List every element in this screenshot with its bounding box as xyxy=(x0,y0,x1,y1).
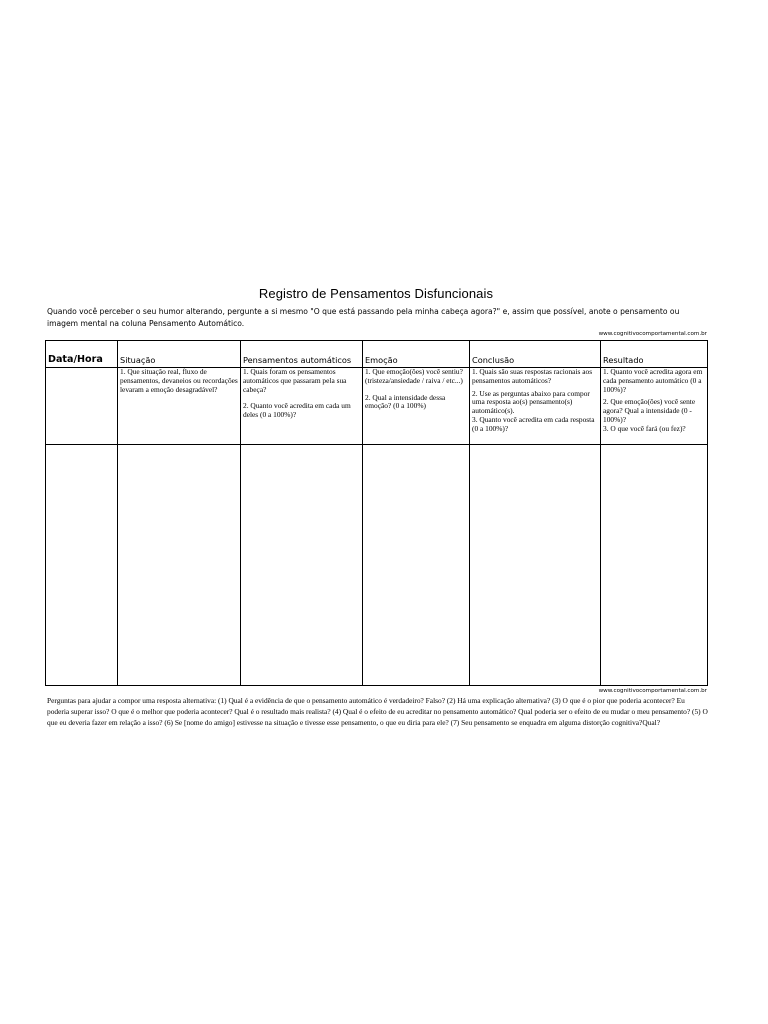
guide-text: 3. O que você fará (ou fez)? xyxy=(603,423,686,433)
entry-cell-emocao[interactable] xyxy=(363,445,470,686)
guide-cell-resultado xyxy=(601,368,708,445)
helper-questions: Perguntas para ajudar a compor uma resposta alternativa: (1) Qual é a evidência de que o pensamento automático é verdadeiro? Falso? (2) Há uma explicação alternativa? (3) O que é o pior que poderia acontecer? Eu poderia superar isso? O que é o melhor que poderia acontecer? Qual é o resultado mais realista? (4) Qual é o efeito de eu acreditar no pensamento automático? Qual poderia ser o efeito de eu mudar o meu pensamento? (5) O que eu deveria fazer em relação a isso? (6) Se [nome do amigo] estivesse na situação e tivesse esse pensamento, o que eu diria para ele? (7) Seu pensamento se enquadra em alguma distorção cognitiva?Qual? xyxy=(47,696,708,727)
guide-text: 3. Quanto você acredita em cada resposta (0 a 100%)? xyxy=(472,414,595,433)
guide-text: 2. Use as perguntas abaixo para compor uma resposta ao(s) pensamento(s) automático(s). xyxy=(472,388,590,416)
guide-cell-pensamentos xyxy=(241,368,363,445)
guide-text: 1. Que emoção(ões) você sentiu? (tristeza/ansiedade / raiva / etc...) xyxy=(365,367,463,385)
entry-row xyxy=(46,445,708,686)
guide-text: 2. Quanto você acredita em cada um deles (0 a 100%)? xyxy=(243,401,351,420)
header-emocao: Emoção xyxy=(363,341,470,368)
guide-cell-emocao xyxy=(363,368,470,445)
entry-cell-data-hora[interactable] xyxy=(46,445,118,686)
header-situacao: Situação xyxy=(118,341,241,368)
entry-cell-pensamentos[interactable] xyxy=(241,445,363,686)
guide-text: 1. Quais foram os pensamentos automáticos que passaram pela sua cabeça? xyxy=(243,367,347,394)
website-url-bottom: www.cognitivocomportamental.com.br xyxy=(598,688,707,694)
website-url-top: www.cognitivocomportamental.com.br xyxy=(598,331,707,337)
entry-cell-situacao[interactable] xyxy=(118,445,241,686)
guide-text: 2. Qual a intensidade dessa emoção? (0 a 100%) xyxy=(365,392,446,411)
guide-text: 1. Que situação real, fluxo de pensamentos, devaneios ou recordações levaram a emoção desagradável? xyxy=(120,367,238,394)
guide-row xyxy=(46,368,708,445)
header-resultado: Resultado xyxy=(601,341,708,368)
guide-cell-data-hora[interactable] xyxy=(46,368,118,445)
instructions-text: Quando você perceber o seu humor alterando, pergunte a si mesmo "O que está passando pela minha cabeça agora?" e, assim que possível, anote o pensamento ou imagem mental na coluna Pensamento Automático. xyxy=(47,307,680,328)
entry-cell-resultado[interactable] xyxy=(601,445,708,686)
guide-cell-conclusao xyxy=(470,368,601,445)
header-conclusao: Conclusão xyxy=(470,341,601,368)
guide-text: 1. Quanto você acredita agora em cada pensamento automático (0 a 100%)? xyxy=(603,367,703,394)
entry-cell-conclusao[interactable] xyxy=(470,445,601,686)
thought-record-table xyxy=(45,340,708,686)
guide-text: 2. Que emoção(ões) você sente agora? Qual a intensidade (0 - 100%)? xyxy=(603,397,696,424)
header-data-hora: Data/Hora xyxy=(46,341,118,368)
guide-text: 1. Quais são suas respostas racionais aos pensamentos automáticos? xyxy=(472,367,593,385)
header-pensamentos-automaticos: Pensamentos automáticos xyxy=(241,341,363,368)
thought-record-document xyxy=(44,286,708,728)
guide-cell-situacao xyxy=(118,368,241,445)
table-header-row xyxy=(46,341,708,368)
document-title: Registro de Pensamentos Disfuncionais xyxy=(258,286,494,301)
